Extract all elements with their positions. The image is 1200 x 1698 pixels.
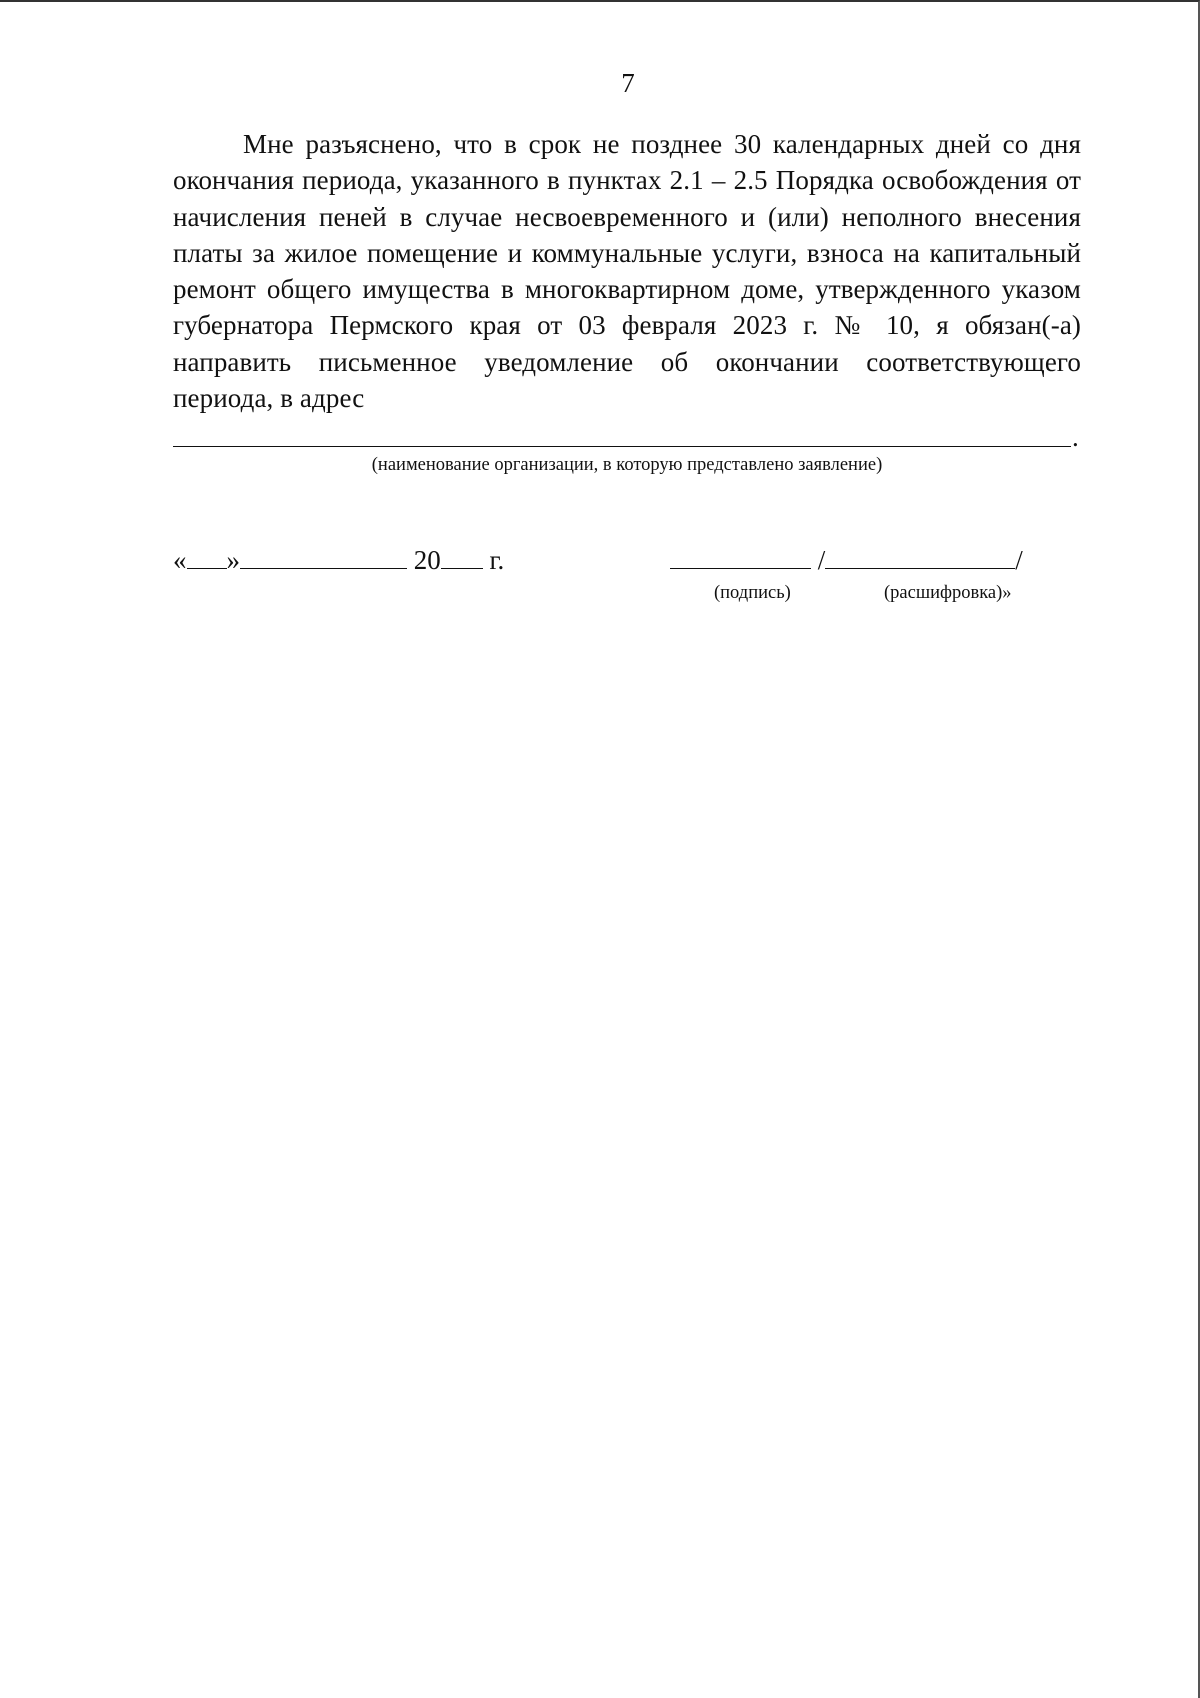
- year-suffix: г.: [489, 545, 505, 575]
- month-blank: [240, 542, 407, 569]
- signature-field: [670, 542, 1023, 577]
- page-number: 7: [621, 68, 635, 98]
- organization-caption: (наименование организации, в которую представлено заявление): [371, 455, 883, 475]
- signature-blank: [670, 542, 811, 569]
- decode-caption: (расшифровка)»: [884, 583, 1012, 603]
- signature-end-mark: /: [1015, 545, 1023, 575]
- year-blank: [441, 542, 483, 569]
- organization-line-period: .: [1072, 422, 1079, 452]
- date-field: [173, 542, 504, 577]
- day-blank: [187, 542, 227, 569]
- organization-blank-line: [173, 446, 1071, 447]
- signature-caption: (подпись): [714, 583, 791, 603]
- year-prefix: 20: [413, 545, 441, 575]
- body-paragraph: Мне разъяснено, что в срок не позднее 30 календарных дней со дня окончания периода, указанного в пунктах 2.1 – 2.5 Порядка освобождения от начисления пеней в случае несвоевременного и (или) неполного внесения платы за жилое помещение и коммунальные услуги, взноса на капитальный ремонт общего имущества в многоквартирном доме, утвержденного указом губернатора Пермского края от 03 февраля 2023 г. № 10, я обязан(-а) направить письменное уведомление об окончании соответствующего периода, в адрес: [173, 129, 1081, 414]
- decode-blank: [825, 542, 1015, 569]
- signature-separator: /: [817, 545, 826, 575]
- date-open-quote: «: [173, 545, 187, 575]
- date-close-quote: »: [226, 545, 240, 575]
